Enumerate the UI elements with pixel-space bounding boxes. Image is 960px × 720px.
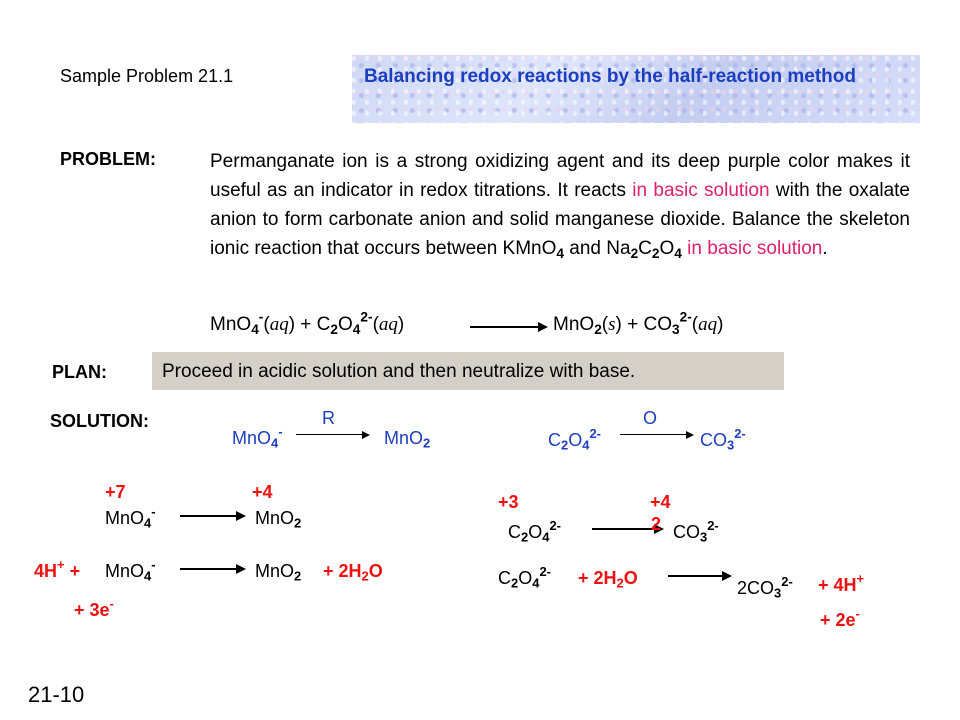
problem-text-6: .: [822, 238, 828, 259]
c-h-plus: + 4H+: [818, 570, 865, 595]
kmno4-subscript: 4: [556, 245, 565, 261]
c-balance-product: $2CO_3^{2-}$: [737, 573, 793, 601]
c-half-product: $CO_3^{2-}$: [673, 517, 719, 545]
ox-number-mn-left: +7: [105, 482, 126, 502]
problem-highlight-basic-2: in basic solution: [681, 238, 823, 259]
c-electrons: + 2e-: [820, 605, 860, 630]
ox-number-c-right: +4: [650, 492, 671, 512]
reduction-reactant: MnO$_4$-: [232, 423, 283, 451]
problem-highlight-basic-1: in basic solution: [632, 180, 770, 201]
c-balance-reactant: $C_2O_4^{2-}$: [498, 563, 551, 591]
slide-number: 21-10: [28, 682, 85, 707]
skeleton-products: $MnO_2(s) + CO_3^{2-}(aq)$: [553, 309, 724, 337]
problem-text-5: O: [659, 238, 675, 259]
plan-label: PLAN:: [52, 362, 107, 382]
mn-balance-reactant: MnO$_4$-: [105, 556, 156, 584]
mn-h-plus: 4H+ +: [34, 556, 81, 581]
reduction-label: R: [322, 408, 335, 428]
c-coefficient-2: 2: [651, 514, 662, 534]
problem-statement: [210, 147, 910, 263]
plan-text: Proceed in acidic solution and then neutralize with base.: [162, 361, 636, 382]
mn-half-product: MnO$_2$: [255, 508, 302, 531]
oxidation-label: O: [643, 408, 658, 428]
c-water: + $2H_2O$: [578, 568, 638, 591]
c-subscript: 2: [651, 245, 660, 261]
problem-label: PROBLEM:: [60, 149, 156, 169]
mn-balance-product: MnO$_2$: [255, 561, 302, 584]
problem-text-4: C: [638, 238, 652, 259]
mn-electrons: + 3e-: [74, 595, 114, 620]
mn-half-reactant: MnO$_4$-: [105, 503, 156, 531]
problem-text-2: with the oxalate anion to form carbonate anion and solid manganese dioxide. Balance the skeleton ionic reaction that occurs between KMnO: [210, 180, 910, 259]
ox-number-c-left: +3: [498, 492, 519, 512]
problem-text-3: and Na: [564, 238, 631, 259]
reduction-product: MnO$_2$: [384, 428, 431, 451]
problem-text-1: Permanganate ion is a strong oxidizing agent and its deep purple color makes it useful as an indicator in redox titrations. It reacts: [210, 151, 910, 201]
o-subscript: 4: [674, 245, 682, 261]
skeleton-reactants: $MnO_4^-(aq) + C_2O_4^{2-}(aq)$: [210, 309, 405, 337]
oxidation-product: $CO_3^{2-}$: [700, 425, 746, 453]
mn-water: + $2H_2O$: [323, 561, 383, 584]
page-title: Balancing redox reactions by the half-reaction method: [364, 66, 856, 87]
solution-label: SOLUTION:: [50, 411, 149, 431]
ox-number-mn-right: +4: [252, 482, 273, 502]
c-half-reactant: $C_2O_4^{2-}$: [508, 517, 561, 545]
oxidation-reactant: $C_2O_4^{2-}$: [548, 425, 601, 453]
na-subscript: 2: [630, 245, 639, 261]
sample-problem-label: Sample Problem 21.1: [60, 66, 234, 86]
